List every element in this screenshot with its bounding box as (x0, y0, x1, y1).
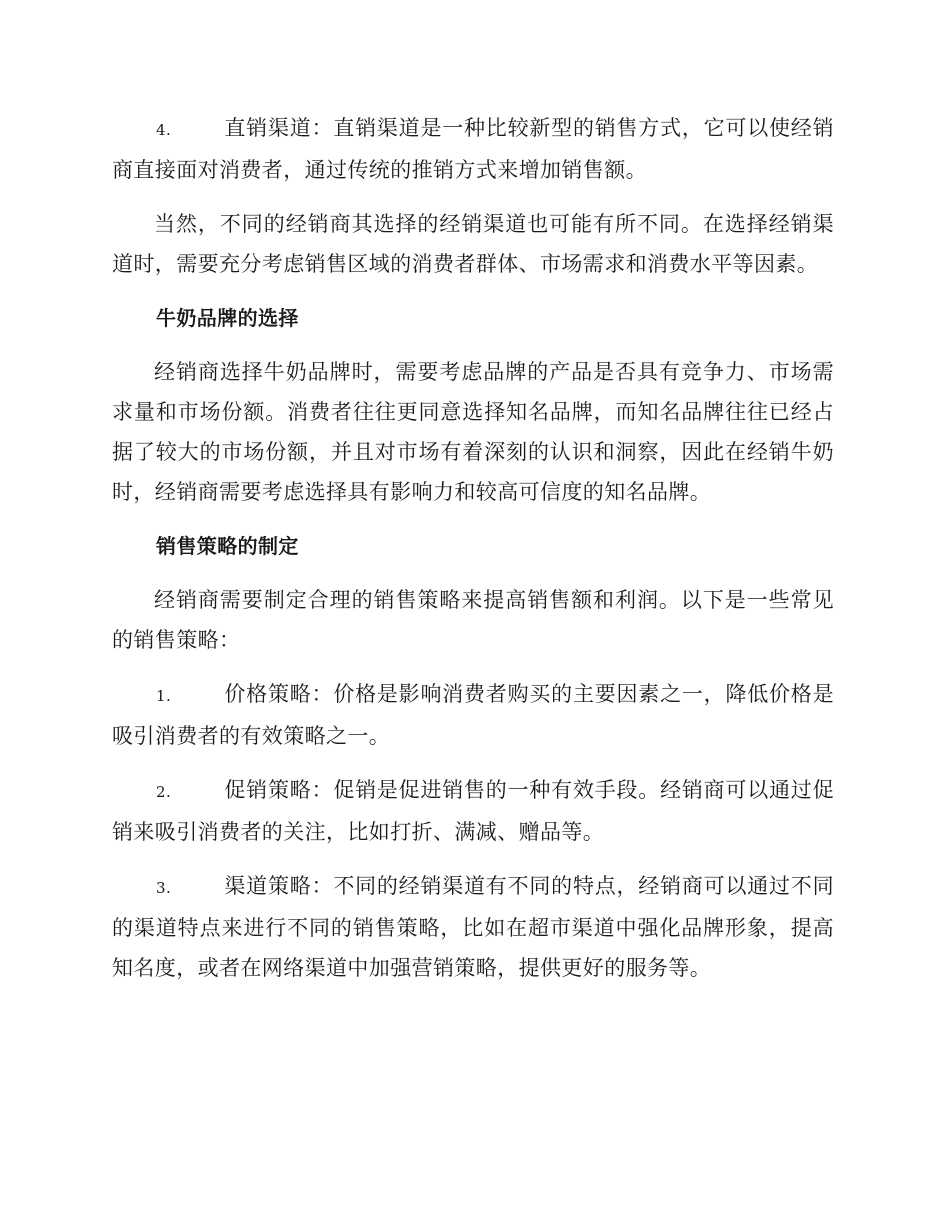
section-heading-brand-choice: 牛奶品牌的选择 (156, 306, 299, 330)
list-item-text: 直销渠道：直销渠道是一种比较新型的销售方式，它可以使经销商直接面对消费者，通过传统的推销方式来增加销售额。 (112, 116, 834, 182)
paragraph-sales-strategy-intro: 经销商需要制定合理的销售策略来提高销售额和利润。以下是一些常见的销售策略： (112, 588, 834, 652)
list-item-price-strategy (112, 674, 834, 756)
paragraph-brand-choice: 经销商选择牛奶品牌时，需要考虑品牌的产品是否具有竞争力、市场需求量和市场份额。消费者往往更同意选择知名品牌，而知名品牌往往已经占据了较大的市场份额，并且对市场有着深刻的认识和洞察，因此在经销牛奶时，经销商需要考虑选择具有影响力和较高可信度的知名品牌。 (112, 360, 834, 504)
list-number: 4. (156, 121, 172, 139)
list-item-direct-sales (112, 108, 834, 190)
list-item-text: 促销策略：促销是促进销售的一种有效手段。经销商可以通过促销来吸引消费者的关注，比如打折、满减、赠品等。 (112, 778, 834, 844)
list-number: 2. (156, 783, 172, 801)
list-item-text: 渠道策略：不同的经销渠道有不同的特点，经销商可以通过不同的渠道特点来进行不同的销售策略，比如在超市渠道中强化品牌形象，提高知名度，或者在网络渠道中加强营销策略，提供更好的服务等。 (112, 874, 834, 980)
paragraph-channel-choice: 当然，不同的经销商其选择的经销渠道也可能有所不同。在选择经销渠道时，需要充分考虑销售区域的消费者群体、市场需求和消费水平等因素。 (112, 212, 834, 276)
list-item-promotion-strategy (112, 770, 834, 852)
list-item-text: 价格策略：价格是影响消费者购买的主要因素之一，降低价格是吸引消费者的有效策略之一。 (112, 682, 834, 748)
list-number: 3. (156, 879, 172, 897)
document-page (112, 108, 834, 1002)
list-number: 1. (156, 687, 172, 705)
list-item-channel-strategy (112, 866, 834, 988)
section-heading-sales-strategy: 销售策略的制定 (156, 534, 299, 558)
